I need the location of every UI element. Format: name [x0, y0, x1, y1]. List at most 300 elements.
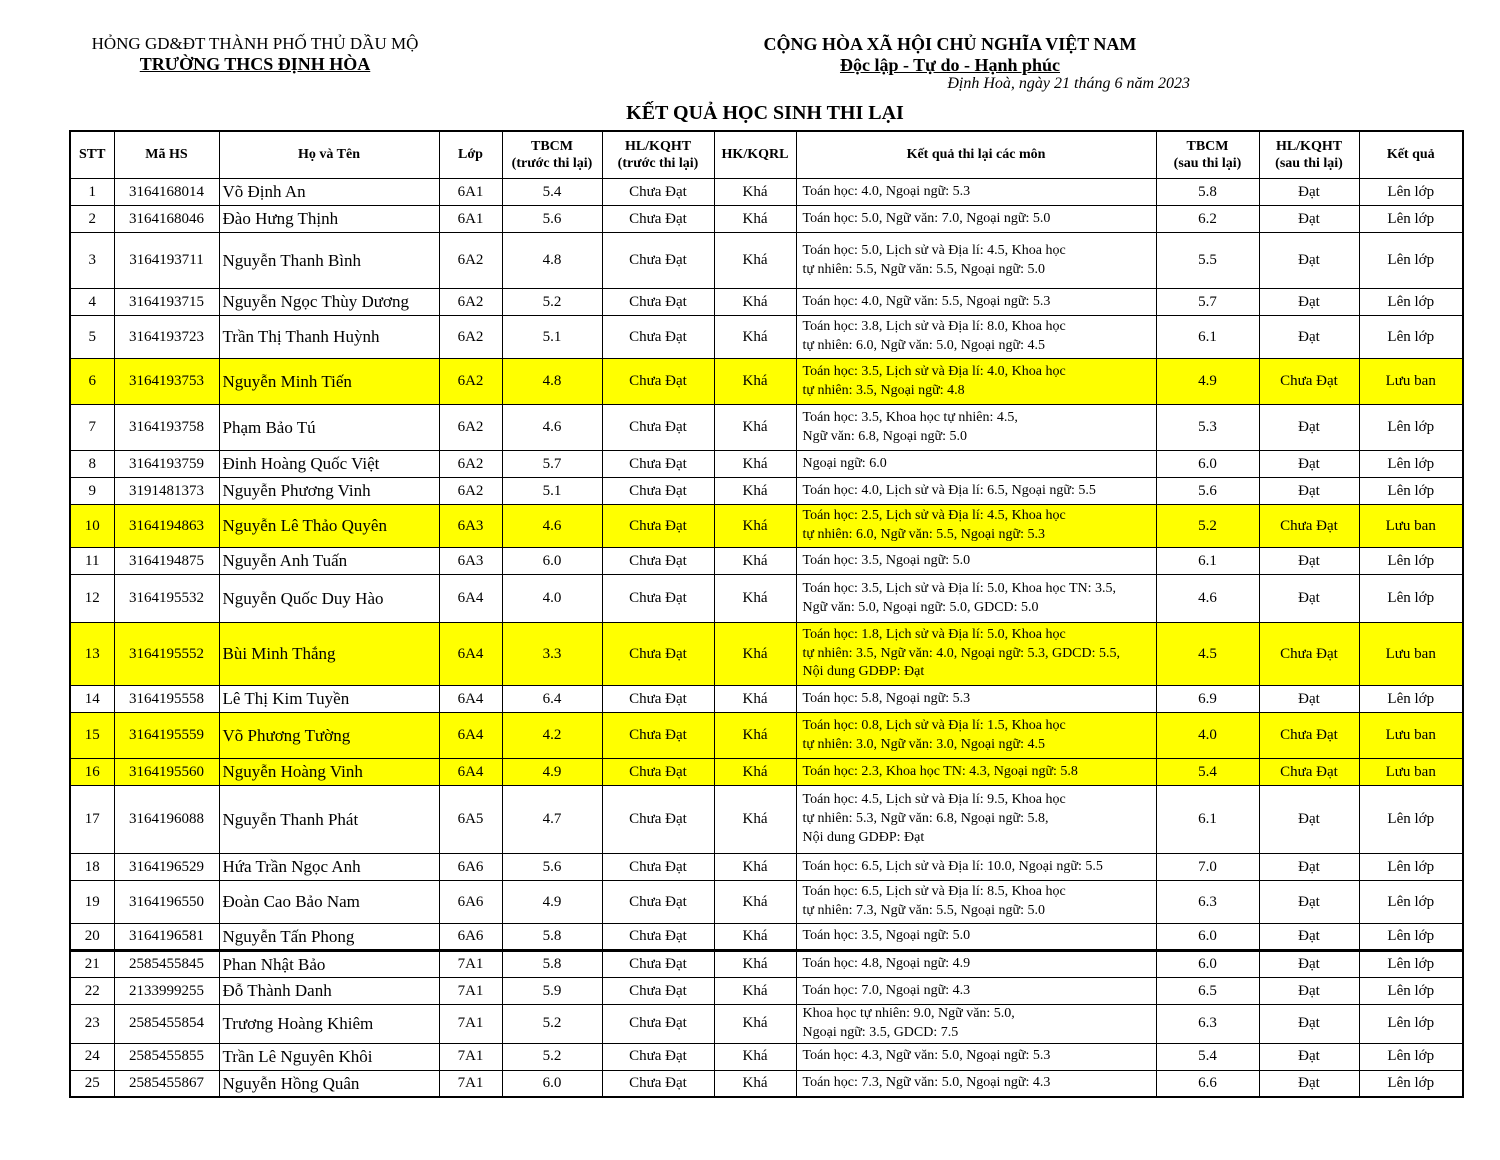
class-cell: 6A5 — [439, 786, 502, 854]
avg-after-cell: 6.9 — [1156, 686, 1259, 713]
result-before-cell: Chưa Đạt — [602, 881, 714, 924]
stt-cell: 21 — [70, 951, 114, 978]
retake-subjects-cell: Ngoại ngữ: 6.0 — [796, 451, 1156, 478]
avg-before-cell: 6.4 — [502, 686, 602, 713]
final-result-cell: Lưu ban — [1359, 359, 1463, 405]
class-cell: 6A4 — [439, 623, 502, 686]
column-header-label: Kết quả thi lại các môn — [906, 147, 1046, 163]
final-result-cell: Lên lớp — [1359, 686, 1463, 713]
result-after-cell: Đạt — [1259, 1070, 1359, 1097]
student-id-cell: 3164195560 — [114, 759, 219, 786]
document-date: Định Hoà, ngày 21 tháng 6 năm 2023 — [947, 75, 1190, 93]
class-cell: 6A2 — [439, 478, 502, 505]
result-before-cell: Chưa Đạt — [602, 316, 714, 359]
column-header — [502, 131, 602, 179]
result-before-cell: Chưa Đạt — [602, 759, 714, 786]
column-header — [1359, 131, 1463, 179]
class-cell: 6A4 — [439, 713, 502, 759]
class-cell: 7A1 — [439, 1005, 502, 1044]
result-after-cell: Đạt — [1259, 548, 1359, 575]
result-before-cell: Chưa Đạt — [602, 978, 714, 1005]
student-id-cell: 2585455855 — [114, 1043, 219, 1070]
student-id-cell: 3164196581 — [114, 924, 219, 951]
class-cell: 7A1 — [439, 1043, 502, 1070]
column-header-label: Họ và Tên — [298, 147, 360, 163]
retake-subjects-cell: Toán học: 2.3, Khoa học TN: 4.3, Ngoại ngữ: 5.8 — [796, 759, 1156, 786]
student-name-cell: Nguyễn Ngọc Thùy Dương — [219, 289, 439, 316]
result-after-cell: Chưa Đạt — [1259, 623, 1359, 686]
avg-after-cell: 5.8 — [1156, 179, 1259, 206]
conduct-cell: Khá — [714, 316, 796, 359]
final-result-cell: Lên lớp — [1359, 1043, 1463, 1070]
table-row — [70, 951, 1463, 978]
result-before-cell: Chưa Đạt — [602, 233, 714, 289]
result-before-cell: Chưa Đạt — [602, 505, 714, 548]
table-row — [70, 179, 1463, 206]
table-row — [70, 759, 1463, 786]
result-after-cell: Đạt — [1259, 575, 1359, 623]
conduct-cell: Khá — [714, 359, 796, 405]
stt-cell: 1 — [70, 179, 114, 206]
final-result-cell: Lên lớp — [1359, 316, 1463, 359]
result-after-cell: Đạt — [1259, 179, 1359, 206]
table-row — [70, 623, 1463, 686]
class-cell: 6A6 — [439, 924, 502, 951]
final-result-cell: Lên lớp — [1359, 786, 1463, 854]
final-result-cell: Lên lớp — [1359, 451, 1463, 478]
student-name-cell: Hứa Trần Ngọc Anh — [219, 854, 439, 881]
column-header — [714, 131, 796, 179]
table-row — [70, 359, 1463, 405]
stt-cell: 6 — [70, 359, 114, 405]
conduct-cell: Khá — [714, 233, 796, 289]
results-table — [69, 130, 1464, 1098]
avg-after-cell: 5.6 — [1156, 478, 1259, 505]
conduct-cell: Khá — [714, 686, 796, 713]
class-cell: 6A3 — [439, 505, 502, 548]
result-after-cell: Đạt — [1259, 881, 1359, 924]
column-header — [1259, 131, 1359, 179]
final-result-cell: Lên lớp — [1359, 548, 1463, 575]
table-row — [70, 924, 1463, 951]
student-name-cell: Đỗ Thành Danh — [219, 978, 439, 1005]
class-cell: 6A2 — [439, 405, 502, 451]
final-result-cell: Lên lớp — [1359, 179, 1463, 206]
result-before-cell: Chưa Đạt — [602, 359, 714, 405]
result-after-cell: Đạt — [1259, 316, 1359, 359]
student-name-cell: Võ Định An — [219, 179, 439, 206]
result-before-cell: Chưa Đạt — [602, 623, 714, 686]
table-header-row — [70, 131, 1463, 179]
avg-before-cell: 4.6 — [502, 405, 602, 451]
national-motto: Độc lập - Tự do - Hạnh phúc — [839, 54, 1061, 75]
column-header-sublabel: (sau thi lại) — [1173, 156, 1242, 171]
result-before-cell: Chưa Đạt — [602, 478, 714, 505]
result-before-cell: Chưa Đạt — [602, 289, 714, 316]
table-row — [70, 451, 1463, 478]
header-left — [40, 34, 470, 74]
student-id-cell: 3164168046 — [114, 206, 219, 233]
conduct-cell: Khá — [714, 623, 796, 686]
retake-subjects-cell: Toán học: 4.8, Ngoại ngữ: 4.9 — [796, 951, 1156, 978]
student-name-cell: Nguyễn Hoàng Vinh — [219, 759, 439, 786]
stt-cell: 24 — [70, 1043, 114, 1070]
retake-subjects-cell: Toán học: 6.5, Lịch sử và Địa lí: 8.5, Khoa học tự nhiên: 7.3, Ngữ văn: 5.5, Ngoại ngữ: 5.0 — [796, 881, 1156, 924]
final-result-cell: Lên lớp — [1359, 289, 1463, 316]
student-name-cell: Nguyễn Thanh Bình — [219, 233, 439, 289]
column-header-label: Mã HS — [145, 147, 188, 163]
retake-subjects-cell: Toán học: 3.5, Ngoại ngữ: 5.0 — [796, 924, 1156, 951]
avg-before-cell: 5.6 — [502, 854, 602, 881]
final-result-cell: Lên lớp — [1359, 951, 1463, 978]
final-result-cell: Lưu ban — [1359, 623, 1463, 686]
avg-before-cell: 4.0 — [502, 575, 602, 623]
retake-subjects-cell: Toán học: 7.3, Ngữ văn: 5.0, Ngoại ngữ: 4.3 — [796, 1070, 1156, 1097]
result-after-cell: Chưa Đạt — [1259, 505, 1359, 548]
column-header-label: TBCM — [531, 138, 573, 154]
table-row — [70, 1005, 1463, 1044]
table-row — [70, 478, 1463, 505]
class-cell: 6A6 — [439, 881, 502, 924]
retake-subjects-cell: Toán học: 0.8, Lịch sử và Địa lí: 1.5, Khoa học tự nhiên: 3.0, Ngữ văn: 3.0, Ngoại ngữ: 4.5 — [796, 713, 1156, 759]
table-row — [70, 881, 1463, 924]
final-result-cell: Lên lớp — [1359, 924, 1463, 951]
student-name-cell: Nguyễn Hồng Quân — [219, 1070, 439, 1097]
final-result-cell: Lưu ban — [1359, 713, 1463, 759]
result-after-cell: Đạt — [1259, 924, 1359, 951]
result-before-cell: Chưa Đạt — [602, 854, 714, 881]
retake-subjects-cell: Toán học: 3.5, Ngoại ngữ: 5.0 — [796, 548, 1156, 575]
final-result-cell: Lên lớp — [1359, 978, 1463, 1005]
stt-cell: 13 — [70, 623, 114, 686]
class-cell: 6A2 — [439, 359, 502, 405]
student-name-cell: Lê Thị Kim Tuyền — [219, 686, 439, 713]
student-name-cell: Đinh Hoàng Quốc Việt — [219, 451, 439, 478]
student-name-cell: Nguyễn Anh Tuấn — [219, 548, 439, 575]
table-row — [70, 978, 1463, 1005]
avg-before-cell: 6.0 — [502, 1070, 602, 1097]
result-before-cell: Chưa Đạt — [602, 548, 714, 575]
result-after-cell: Đạt — [1259, 405, 1359, 451]
avg-after-cell: 5.2 — [1156, 505, 1259, 548]
column-header — [602, 131, 714, 179]
column-header — [796, 131, 1156, 179]
retake-subjects-cell: Toán học: 6.5, Lịch sử và Địa lí: 10.0, Ngoại ngữ: 5.5 — [796, 854, 1156, 881]
retake-subjects-cell: Toán học: 4.0, Ngoại ngữ: 5.3 — [796, 179, 1156, 206]
avg-after-cell: 6.3 — [1156, 881, 1259, 924]
student-id-cell: 3164196529 — [114, 854, 219, 881]
class-cell: 6A4 — [439, 575, 502, 623]
department-name: HỎNG GD&ĐT THÀNH PHỐ THỦ DẦU MỘ — [91, 34, 419, 53]
conduct-cell: Khá — [714, 951, 796, 978]
column-header — [70, 131, 114, 179]
class-cell: 6A4 — [439, 686, 502, 713]
result-before-cell: Chưa Đạt — [602, 1070, 714, 1097]
result-after-cell: Chưa Đạt — [1259, 359, 1359, 405]
column-header-label: TBCM — [1186, 138, 1229, 154]
student-id-cell: 3164194875 — [114, 548, 219, 575]
conduct-cell: Khá — [714, 478, 796, 505]
avg-after-cell: 6.1 — [1156, 548, 1259, 575]
result-before-cell: Chưa Đạt — [602, 786, 714, 854]
student-id-cell: 3164195532 — [114, 575, 219, 623]
student-id-cell: 2585455867 — [114, 1070, 219, 1097]
table-row — [70, 854, 1463, 881]
result-before-cell: Chưa Đạt — [602, 924, 714, 951]
avg-before-cell: 5.7 — [502, 451, 602, 478]
stt-cell: 19 — [70, 881, 114, 924]
final-result-cell: Lên lớp — [1359, 854, 1463, 881]
stt-cell: 9 — [70, 478, 114, 505]
avg-after-cell: 6.6 — [1156, 1070, 1259, 1097]
table-row — [70, 233, 1463, 289]
conduct-cell: Khá — [714, 978, 796, 1005]
conduct-cell: Khá — [714, 548, 796, 575]
avg-after-cell: 7.0 — [1156, 854, 1259, 881]
table-row — [70, 505, 1463, 548]
retake-subjects-cell: Toán học: 7.0, Ngoại ngữ: 4.3 — [796, 978, 1156, 1005]
column-header — [219, 131, 439, 179]
class-cell: 6A2 — [439, 451, 502, 478]
result-after-cell: Đạt — [1259, 951, 1359, 978]
student-name-cell: Phan Nhật Bảo — [219, 951, 439, 978]
retake-subjects-cell: Toán học: 1.8, Lịch sử và Địa lí: 5.0, Khoa học tự nhiên: 3.5, Ngữ văn: 4.0, Ngoại ngữ: 5.3, GDCD: 5.5, Nội dung GDĐP: Đạt — [796, 623, 1156, 686]
avg-before-cell: 5.2 — [502, 289, 602, 316]
avg-after-cell: 4.5 — [1156, 623, 1259, 686]
student-name-cell: Nguyễn Quốc Duy Hào — [219, 575, 439, 623]
class-cell: 6A1 — [439, 179, 502, 206]
table-row — [70, 405, 1463, 451]
student-id-cell: 3164193715 — [114, 289, 219, 316]
table-row — [70, 575, 1463, 623]
column-header-sublabel: (trước thi lại) — [617, 156, 699, 171]
avg-after-cell: 4.0 — [1156, 713, 1259, 759]
result-before-cell: Chưa Đạt — [602, 405, 714, 451]
conduct-cell: Khá — [714, 1043, 796, 1070]
result-after-cell: Đạt — [1259, 854, 1359, 881]
table-body — [70, 179, 1463, 1098]
class-cell: 7A1 — [439, 978, 502, 1005]
avg-before-cell: 5.2 — [502, 1005, 602, 1044]
avg-before-cell: 5.2 — [502, 1043, 602, 1070]
avg-after-cell: 5.4 — [1156, 759, 1259, 786]
student-id-cell: 3164196550 — [114, 881, 219, 924]
student-id-cell: 3164193723 — [114, 316, 219, 359]
column-header-label: HK/KQRL — [721, 147, 789, 163]
student-name-cell: Trương Hoàng Khiêm — [219, 1005, 439, 1044]
header-right — [680, 34, 1220, 94]
avg-after-cell: 5.5 — [1156, 233, 1259, 289]
student-id-cell: 3164195558 — [114, 686, 219, 713]
final-result-cell: Lên lớp — [1359, 1070, 1463, 1097]
retake-subjects-cell: Toán học: 5.0, Lịch sử và Địa lí: 4.5, Khoa học tự nhiên: 5.5, Ngữ văn: 5.5, Ngoại ngữ: 5.0 — [796, 233, 1156, 289]
class-cell: 6A2 — [439, 289, 502, 316]
retake-subjects-cell: Toán học: 3.5, Lịch sử và Địa lí: 5.0, Khoa học TN: 3.5, Ngữ văn: 5.0, Ngoại ngữ: 5.0, GDCD: 5.0 — [796, 575, 1156, 623]
retake-subjects-cell: Toán học: 4.3, Ngữ văn: 5.0, Ngoại ngữ: 5.3 — [796, 1043, 1156, 1070]
avg-after-cell: 5.7 — [1156, 289, 1259, 316]
stt-cell: 20 — [70, 924, 114, 951]
student-id-cell: 3164168014 — [114, 179, 219, 206]
column-header-sublabel: (sau thi lại) — [1275, 156, 1343, 171]
stt-cell: 22 — [70, 978, 114, 1005]
result-after-cell: Chưa Đạt — [1259, 713, 1359, 759]
result-after-cell: Đạt — [1259, 1005, 1359, 1044]
final-result-cell: Lưu ban — [1359, 759, 1463, 786]
column-header-label: Lớp — [458, 147, 483, 163]
student-id-cell: 3164195552 — [114, 623, 219, 686]
stt-cell: 5 — [70, 316, 114, 359]
table-row — [70, 548, 1463, 575]
avg-after-cell: 4.6 — [1156, 575, 1259, 623]
stt-cell: 15 — [70, 713, 114, 759]
result-before-cell: Chưa Đạt — [602, 713, 714, 759]
student-name-cell: Trần Thị Thanh Huỳnh — [219, 316, 439, 359]
result-after-cell: Đạt — [1259, 289, 1359, 316]
final-result-cell: Lên lớp — [1359, 405, 1463, 451]
column-header — [439, 131, 502, 179]
avg-before-cell: 5.4 — [502, 179, 602, 206]
student-name-cell: Trần Lê Nguyên Khôi — [219, 1043, 439, 1070]
final-result-cell: Lên lớp — [1359, 575, 1463, 623]
avg-after-cell: 6.1 — [1156, 316, 1259, 359]
stt-cell: 16 — [70, 759, 114, 786]
table-row — [70, 289, 1463, 316]
avg-after-cell: 6.5 — [1156, 978, 1259, 1005]
class-cell: 7A1 — [439, 951, 502, 978]
avg-after-cell: 6.2 — [1156, 206, 1259, 233]
student-id-cell: 2585455845 — [114, 951, 219, 978]
conduct-cell: Khá — [714, 759, 796, 786]
student-id-cell: 3164195559 — [114, 713, 219, 759]
final-result-cell: Lưu ban — [1359, 505, 1463, 548]
final-result-cell: Lên lớp — [1359, 881, 1463, 924]
retake-subjects-cell: Toán học: 4.5, Lịch sử và Địa lí: 9.5, Khoa học tự nhiên: 5.3, Ngữ văn: 6.8, Ngoại ngữ: 5.8, Nội dung GDĐP: Đạt — [796, 786, 1156, 854]
class-cell: 6A2 — [439, 233, 502, 289]
student-id-cell: 2585455854 — [114, 1005, 219, 1044]
result-before-cell: Chưa Đạt — [602, 575, 714, 623]
conduct-cell: Khá — [714, 289, 796, 316]
result-after-cell: Đạt — [1259, 978, 1359, 1005]
table-row — [70, 1070, 1463, 1097]
table-row — [70, 686, 1463, 713]
conduct-cell: Khá — [714, 713, 796, 759]
class-cell: 6A4 — [439, 759, 502, 786]
conduct-cell: Khá — [714, 405, 796, 451]
result-after-cell: Đạt — [1259, 686, 1359, 713]
result-before-cell: Chưa Đạt — [602, 686, 714, 713]
avg-before-cell: 4.6 — [502, 505, 602, 548]
stt-cell: 23 — [70, 1005, 114, 1044]
student-name-cell: Nguyễn Phương Vinh — [219, 478, 439, 505]
retake-subjects-cell: Toán học: 3.8, Lịch sử và Địa lí: 8.0, Khoa học tự nhiên: 6.0, Ngữ văn: 5.0, Ngoại ngữ: 4.5 — [796, 316, 1156, 359]
student-name-cell: Đào Hưng Thịnh — [219, 206, 439, 233]
avg-before-cell: 5.8 — [502, 951, 602, 978]
class-cell: 7A1 — [439, 1070, 502, 1097]
table-row — [70, 1043, 1463, 1070]
column-header-label: HL/KQHT — [1275, 138, 1343, 154]
stt-cell: 10 — [70, 505, 114, 548]
result-after-cell: Chưa Đạt — [1259, 759, 1359, 786]
student-id-cell: 3164196088 — [114, 786, 219, 854]
avg-before-cell: 3.3 — [502, 623, 602, 686]
avg-before-cell: 5.8 — [502, 924, 602, 951]
conduct-cell: Khá — [714, 575, 796, 623]
class-cell: 6A3 — [439, 548, 502, 575]
stt-cell: 8 — [70, 451, 114, 478]
stt-cell: 14 — [70, 686, 114, 713]
student-id-cell: 2133999255 — [114, 978, 219, 1005]
national-title: CỘNG HÒA XÃ HỘI CHỦ NGHĨA VIỆT NAM — [763, 34, 1137, 54]
student-name-cell: Nguyễn Thanh Phát — [219, 786, 439, 854]
stt-cell: 11 — [70, 548, 114, 575]
column-header — [1156, 131, 1259, 179]
retake-subjects-cell: Toán học: 3.5, Lịch sử và Địa lí: 4.0, Khoa học tự nhiên: 3.5, Ngoại ngữ: 4.8 — [796, 359, 1156, 405]
retake-subjects-cell: Toán học: 5.0, Ngữ văn: 7.0, Ngoại ngữ: 5.0 — [796, 206, 1156, 233]
avg-after-cell: 5.3 — [1156, 405, 1259, 451]
result-after-cell: Đạt — [1259, 233, 1359, 289]
conduct-cell: Khá — [714, 881, 796, 924]
student-name-cell: Võ Phương Tường — [219, 713, 439, 759]
column-header-label: Kết quả — [1386, 147, 1435, 163]
result-after-cell: Đạt — [1259, 451, 1359, 478]
avg-after-cell: 6.0 — [1156, 451, 1259, 478]
avg-before-cell: 4.8 — [502, 359, 602, 405]
stt-cell: 18 — [70, 854, 114, 881]
avg-after-cell: 6.1 — [1156, 786, 1259, 854]
stt-cell: 3 — [70, 233, 114, 289]
table-row — [70, 713, 1463, 759]
retake-subjects-cell: Khoa học tự nhiên: 9.0, Ngữ văn: 5.0, Ngoại ngữ: 3.5, GDCD: 7.5 — [796, 1005, 1156, 1044]
stt-cell: 17 — [70, 786, 114, 854]
school-name: TRƯỜNG THCS ĐỊNH HÒA — [139, 53, 371, 74]
retake-subjects-cell: Toán học: 3.5, Khoa học tự nhiên: 4.5, Ngữ văn: 6.8, Ngoại ngữ: 5.0 — [796, 405, 1156, 451]
avg-after-cell: 6.0 — [1156, 951, 1259, 978]
student-id-cell: 3164193759 — [114, 451, 219, 478]
retake-subjects-cell: Toán học: 4.0, Lịch sử và Địa lí: 6.5, Ngoại ngữ: 5.5 — [796, 478, 1156, 505]
table-row — [70, 316, 1463, 359]
final-result-cell: Lên lớp — [1359, 206, 1463, 233]
avg-before-cell: 5.1 — [502, 478, 602, 505]
student-name-cell: Nguyễn Lê Thảo Quyên — [219, 505, 439, 548]
avg-before-cell: 5.6 — [502, 206, 602, 233]
result-after-cell: Đạt — [1259, 786, 1359, 854]
student-id-cell: 3191481373 — [114, 478, 219, 505]
student-name-cell: Nguyễn Tấn Phong — [219, 924, 439, 951]
conduct-cell: Khá — [714, 854, 796, 881]
conduct-cell: Khá — [714, 1070, 796, 1097]
avg-after-cell: 6.0 — [1156, 924, 1259, 951]
student-name-cell: Phạm Bảo Tú — [219, 405, 439, 451]
avg-before-cell: 4.7 — [502, 786, 602, 854]
conduct-cell: Khá — [714, 505, 796, 548]
stt-cell: 12 — [70, 575, 114, 623]
avg-before-cell: 5.1 — [502, 316, 602, 359]
result-before-cell: Chưa Đạt — [602, 179, 714, 206]
result-before-cell: Chưa Đạt — [602, 1005, 714, 1044]
student-id-cell: 3164193758 — [114, 405, 219, 451]
student-id-cell: 3164193753 — [114, 359, 219, 405]
conduct-cell: Khá — [714, 924, 796, 951]
result-after-cell: Đạt — [1259, 1043, 1359, 1070]
student-name-cell: Bùi Minh Thắng — [219, 623, 439, 686]
final-result-cell: Lên lớp — [1359, 478, 1463, 505]
table-row — [70, 206, 1463, 233]
column-header-label: HL/KQHT — [624, 138, 692, 154]
table-row — [70, 786, 1463, 854]
student-name-cell: Đoàn Cao Bảo Nam — [219, 881, 439, 924]
conduct-cell: Khá — [714, 451, 796, 478]
column-header-label: STT — [79, 147, 106, 163]
